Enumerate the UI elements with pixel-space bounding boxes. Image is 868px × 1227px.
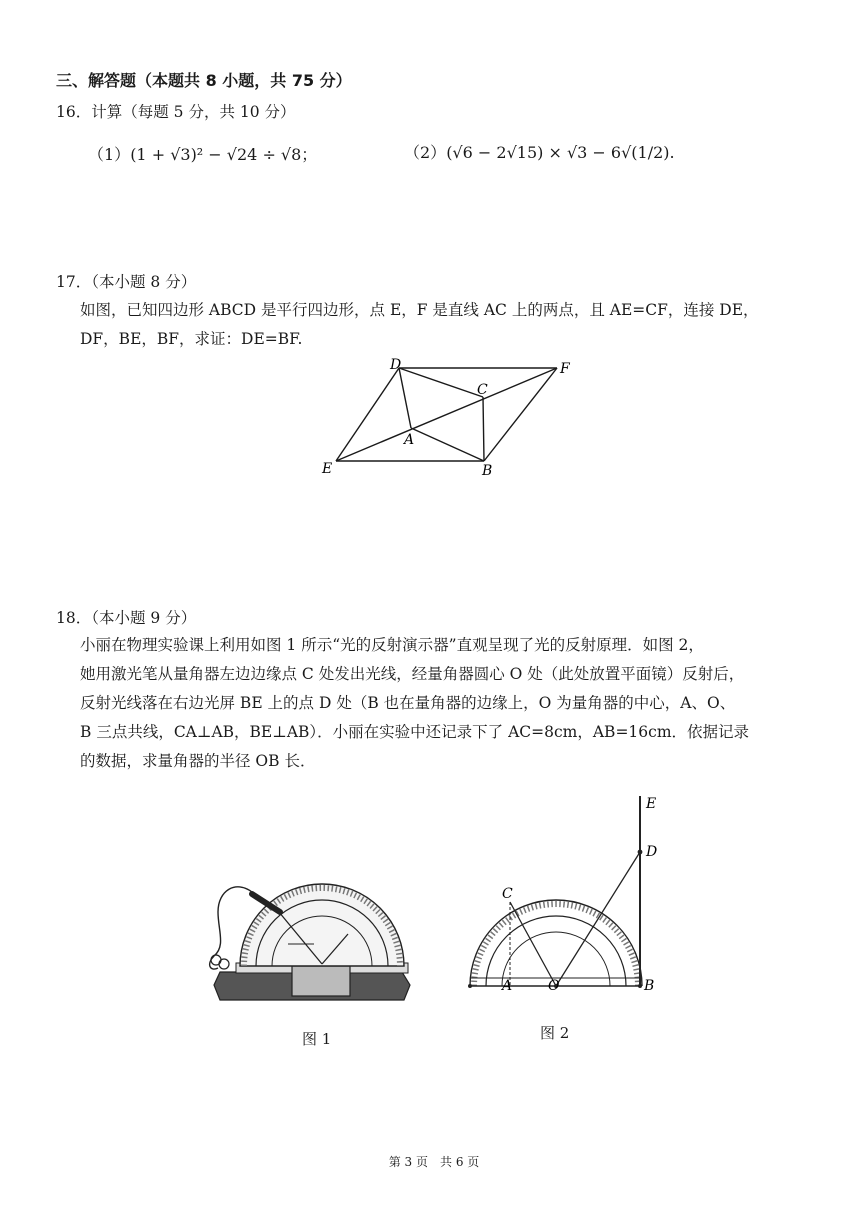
q18-text-line1: 小丽在物理实验课上利用如图 1 所示“光的反射演示器”直观呈现了光的反射原理．如图 2， bbox=[80, 636, 704, 654]
q17-label-E: E bbox=[322, 461, 333, 477]
q18-label-A: A bbox=[502, 978, 513, 994]
q16-part1 bbox=[88, 142, 317, 165]
q17-label-C: C bbox=[477, 382, 488, 398]
q17-label-B: B bbox=[482, 463, 493, 479]
q17-label-A: A bbox=[404, 432, 415, 448]
q16-part2 bbox=[404, 140, 675, 163]
q18-heading: 18．（本小题 9 分） bbox=[56, 609, 197, 627]
q18-text-line3: 反射光线落在右边光屏 BE 上的点 D 处（B 也在量角器的边缘上，O 为量角器的中心，A、O、 bbox=[80, 694, 736, 712]
q18-label-C: C bbox=[502, 886, 513, 902]
q18-figure1-demonstrator bbox=[196, 860, 436, 1020]
q18-figure2-caption: 图 2 bbox=[540, 1024, 570, 1042]
q16-part2-label: （2） bbox=[404, 143, 447, 162]
q17-text-line2: DF，BE，BF，求证：DE=BF. bbox=[80, 330, 303, 348]
q18-text-line5: 的数据，求量角器的半径 OB 长． bbox=[80, 752, 316, 770]
q18-label-D: D bbox=[646, 844, 658, 860]
page-footer: 第 3 页 共 6 页 bbox=[388, 1155, 480, 1169]
q16-part1-expr: (1 + √3)² − √24 ÷ √8； bbox=[130, 145, 318, 164]
q18-figure1-caption: 图 1 bbox=[302, 1030, 332, 1048]
q17-text-line1: 如图，已知四边形 ABCD 是平行四边形，点 E，F 是直线 AC 上的两点，且 AE=CF，连接 DE， bbox=[80, 301, 759, 319]
q18-label-E: E bbox=[646, 796, 657, 812]
q18-text-line4: B 三点共线，CA⊥AB，BE⊥AB）．小丽在实验中还记录下了 AC=8cm，AB=16cm．依据记录 bbox=[80, 723, 750, 741]
q18-figure2-geometry bbox=[462, 790, 672, 1000]
q18-label-B: B bbox=[644, 978, 655, 994]
section-title: 三、解答题（本题共 8 小题，共 75 分） bbox=[56, 71, 352, 90]
q16-heading: 16．计算（每题 5 分，共 10 分） bbox=[56, 103, 296, 121]
q17-heading: 17．（本小题 8 分） bbox=[56, 273, 197, 291]
q17-label-F: F bbox=[560, 361, 570, 377]
q18-text-line2: 她用激光笔从量角器左边边缘点 C 处发出光线，经量角器圆心 O 处（此处放置平面镜）反射后， bbox=[80, 665, 745, 683]
q18-label-O: O bbox=[548, 978, 560, 994]
q17-label-D: D bbox=[390, 357, 402, 373]
q16-part2-expr: (√6 − 2√15) × √3 − 6√(1/2). bbox=[446, 143, 675, 162]
q16-part1-label: （1） bbox=[88, 145, 131, 164]
q17-parallelogram-figure bbox=[310, 352, 590, 482]
